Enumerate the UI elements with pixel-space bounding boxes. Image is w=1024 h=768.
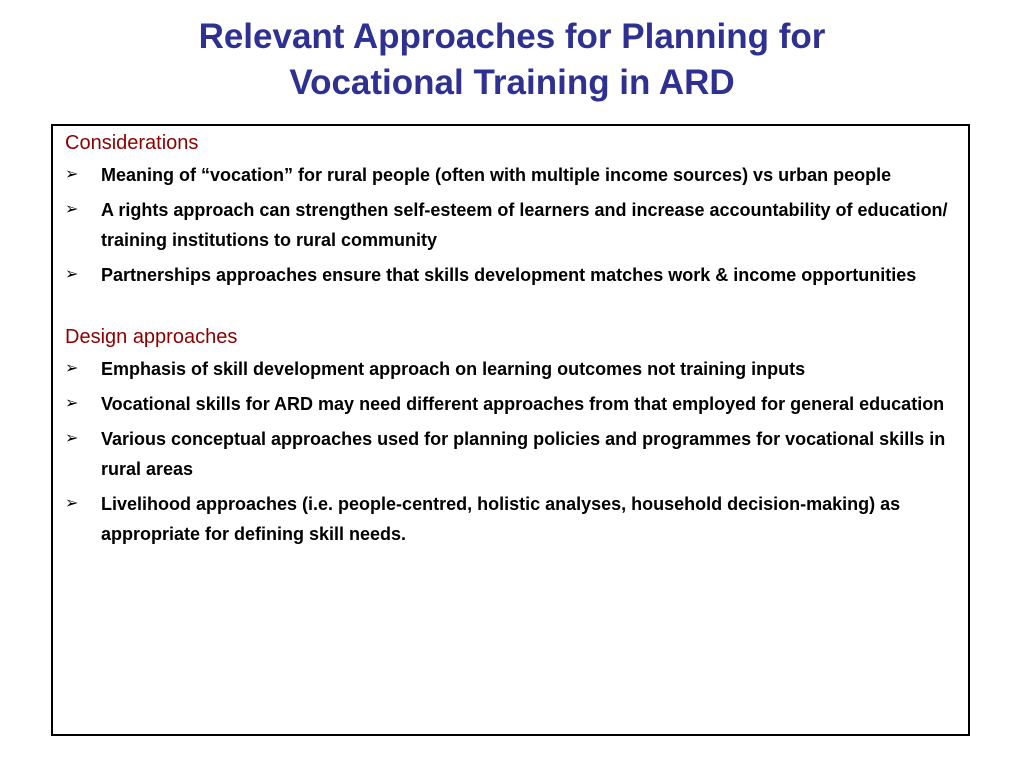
design-approaches-list xyxy=(65,354,958,549)
section-heading-considerations: Considerations xyxy=(65,132,199,154)
slide-title-line-1: Relevant Approaches for Planning for xyxy=(198,17,826,56)
considerations-list xyxy=(65,160,958,290)
list-item-text: Livelihood approaches (i.e. people-centred, holistic analyses, household decision-making) as appropriate for defining skill needs. xyxy=(101,494,901,544)
arrow-bullet-icon: ➢ xyxy=(65,266,79,283)
list-item xyxy=(65,424,958,484)
slide-title xyxy=(0,14,1024,106)
list-item-text: Partnerships approaches ensure that skills development matches work & income opportunities xyxy=(101,265,917,285)
content-box xyxy=(51,124,970,736)
arrow-bullet-icon: ➢ xyxy=(65,395,79,412)
arrow-bullet-icon: ➢ xyxy=(65,495,79,512)
list-item-text: Meaning of “vocation” for rural people (often with multiple income sources) vs urban people xyxy=(101,165,892,185)
list-item xyxy=(65,354,958,384)
list-item-text: Emphasis of skill development approach on learning outcomes not training inputs xyxy=(101,359,806,379)
list-item-text: Vocational skills for ARD may need different approaches from that employed for general education xyxy=(101,394,945,414)
list-item xyxy=(65,389,958,419)
slide-title-line-2: Vocational Training in ARD xyxy=(289,63,735,102)
list-item xyxy=(65,260,958,290)
arrow-bullet-icon: ➢ xyxy=(65,360,79,377)
list-item-text: A rights approach can strengthen self-esteem of learners and increase accountability of education/ training institutions to rural community xyxy=(101,200,948,250)
list-item-text: Various conceptual approaches used for planning policies and programmes for vocational skills in rural areas xyxy=(101,429,946,479)
arrow-bullet-icon: ➢ xyxy=(65,201,79,218)
arrow-bullet-icon: ➢ xyxy=(65,430,79,447)
section-heading-design-approaches: Design approaches xyxy=(65,326,238,348)
list-item xyxy=(65,195,958,255)
arrow-bullet-icon: ➢ xyxy=(65,166,79,183)
list-item xyxy=(65,489,958,549)
list-item xyxy=(65,160,958,190)
